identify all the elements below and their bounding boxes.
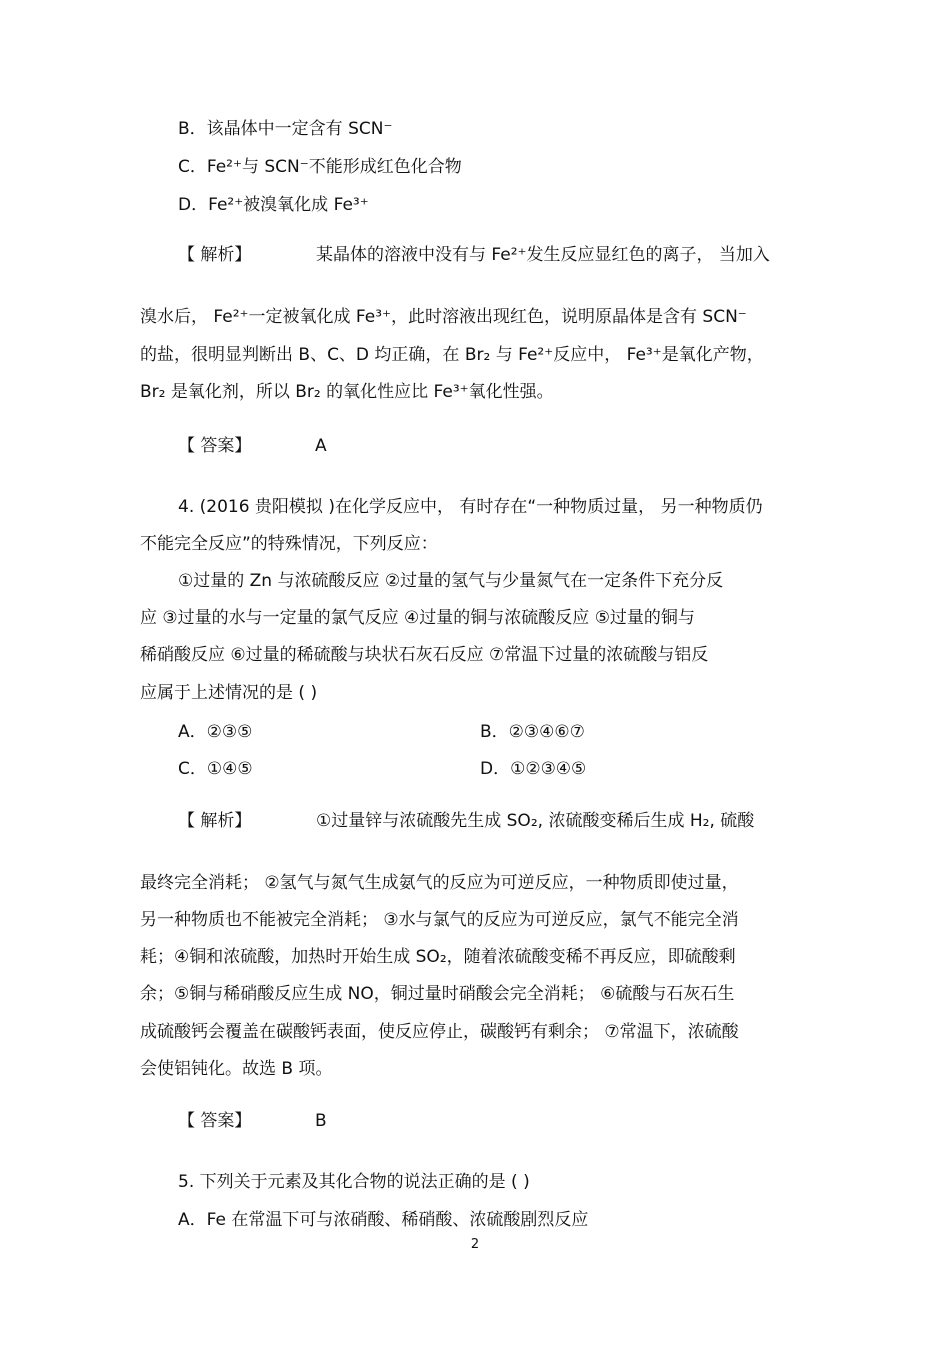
q4-analysis-line: 会使铝钝化。故选 B 项。 [140,1059,333,1079]
q3-option-d: D．Fe²⁺被溴氧化成 Fe³⁺ [178,195,369,215]
q5-option-a: A．Fe 在常温下可与浓硝酸、稀硝酸、浓硫酸剧烈反应 [178,1210,589,1230]
q3-answer: A [315,436,327,456]
q5-stem: 5. 下列关于元素及其化合物的说法正确的是 ( ) [178,1172,530,1192]
q4-stem-line: 4. (2016 贵阳模拟 )在化学反应中， 有时存在“一种物质过量， 另一种物质仍 [178,497,763,517]
page-number: 2 [470,1237,480,1252]
q4-stem-line: 不能完全反应”的特殊情况，下列反应： [140,534,438,554]
q4-items-line: 稀硝酸反应 ⑥过量的稀硫酸与块状石灰石反应 ⑦常温下过量的浓硫酸与铝反 [140,645,709,665]
q3-answer-label: 【 答案】 [178,436,252,456]
q3-analysis-line: 的盐，很明显判断出 B、C、D 均正确，在 Br₂ 与 Fe²⁺反应中， Fe³⁺是氧化产物， [140,345,764,365]
q4-items-line: 应属于上述情况的是 ( ) [140,683,318,703]
q3-analysis-line: 溴水后， Fe²⁺一定被氧化成 Fe³⁺，此时溶液出现红色，说明原晶体是含有 SCN⁻ [140,307,747,327]
q3-option-c: C．Fe²⁺与 SCN⁻不能形成红色化合物 [178,157,462,177]
q4-analysis-line: 另一种物质也不能被完全消耗； ③水与氯气的反应为可逆反应，氯气不能完全消 [140,910,739,930]
q3-analysis-line: Br₂ 是氧化剂，所以 Br₂ 的氧化性应比 Fe³⁺氧化性强。 [140,382,554,402]
q4-analysis-label: 【 解析】 [178,811,252,831]
q4-analysis-line: 最终完全消耗； ②氢气与氮气生成氨气的反应为可逆反应，一种物质即使过量， [140,873,739,893]
q3-option-b: B．该晶体中一定含有 SCN⁻ [178,119,393,139]
q4-option-a: A．②③⑤ [178,722,253,742]
q4-items-line: ①过量的 Zn 与浓硫酸反应 ②过量的氢气与少量氮气在一定条件下充分反 [178,571,724,591]
q4-analysis-line: ①过量锌与浓硫酸先生成 SO₂, 浓硫酸变稀后生成 H₂, 硫酸 [316,811,755,831]
q3-analysis-line: 某晶体的溶液中没有与 Fe²⁺发生反应显红色的离子， 当加入 [316,245,770,265]
q4-analysis-line: 余；⑤铜与稀硝酸反应生成 NO，铜过量时硝酸会完全消耗； ⑥硫酸与石灰石生 [140,984,735,1004]
q4-option-c: C．①④⑤ [178,759,253,779]
q4-answer-label: 【 答案】 [178,1111,252,1131]
q3-analysis-label: 【 解析】 [178,245,252,265]
q4-items-line: 应 ③过量的水与一定量的氯气反应 ④过量的铜与浓硫酸反应 ⑤过量的铜与 [140,608,695,628]
q4-analysis-line: 耗；④铜和浓硫酸，加热时开始生成 SO₂，随着浓硫酸变稀不再反应，即硫酸剩 [140,947,736,967]
q4-analysis-line: 成硫酸钙会覆盖在碳酸钙表面，使反应停止，碳酸钙有剩余； ⑦常温下，浓硫酸 [140,1022,739,1042]
q4-option-d: D．①②③④⑤ [480,759,587,779]
q4-option-b: B．②③④⑥⑦ [480,722,585,742]
q4-answer: B [315,1111,327,1131]
